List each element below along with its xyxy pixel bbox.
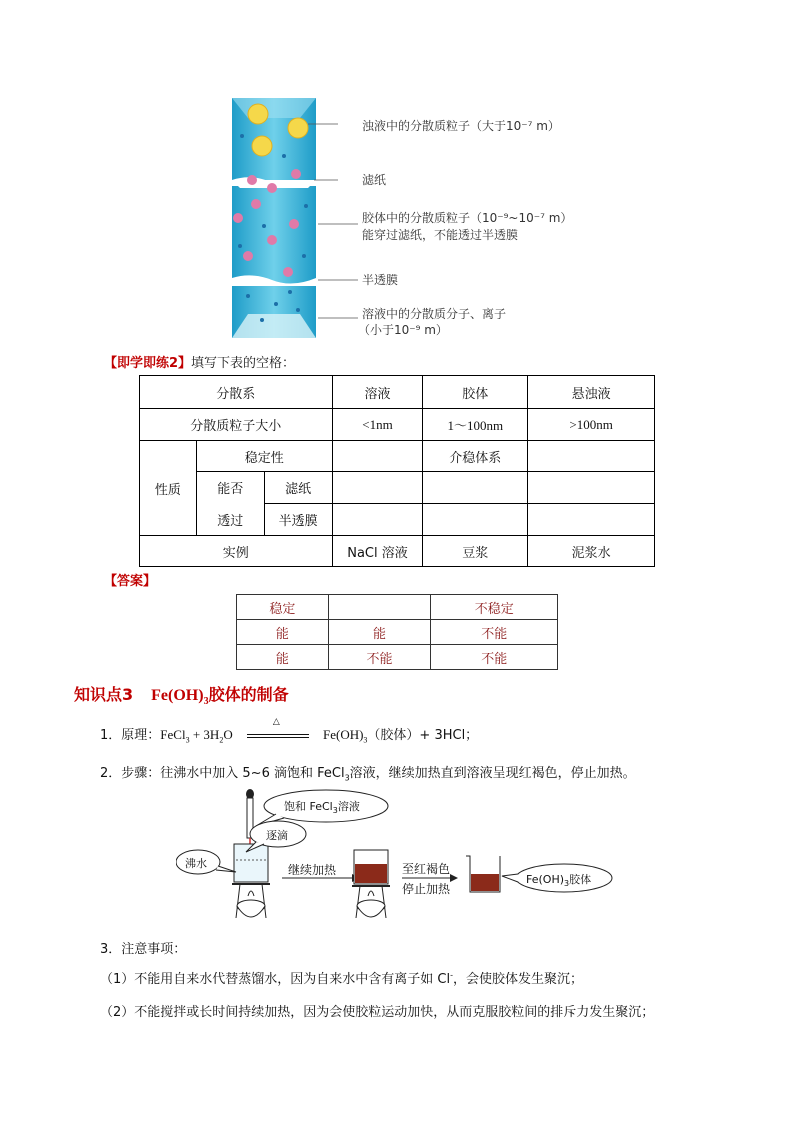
- filter-paper-label: 滤纸: [362, 173, 387, 187]
- continue-heating-label: 继续加热: [288, 863, 337, 877]
- solution-particle-size: （小于10⁻⁹ m）: [358, 323, 448, 337]
- membrane-suspension: [528, 504, 655, 536]
- table-row-size: [140, 409, 655, 441]
- header-dispersion-system: 分散系: [140, 376, 333, 409]
- knowledge-point-title: [74, 682, 289, 707]
- note-text: ，会使胶体发生聚沉；: [452, 972, 583, 987]
- example-solution: NaCl 溶液: [332, 536, 423, 567]
- label-text: 饱和 FeCl: [284, 800, 333, 813]
- dispersion-system-table: [139, 375, 655, 567]
- answer-cell: 不能: [431, 645, 558, 670]
- turbid-particle-label: 浊液中的分散质粒子（大于10⁻⁷ m）: [362, 119, 560, 133]
- answer-cell: 能: [237, 645, 329, 670]
- product-feoh3: Fe(OH): [322, 727, 364, 742]
- label-text: 溶液: [337, 800, 360, 813]
- steps-line: [100, 762, 636, 783]
- table-row-membrane: [140, 504, 655, 536]
- subscript: 3: [185, 735, 190, 745]
- dropwise-label: 逐滴: [266, 829, 288, 842]
- table-header-row: [140, 376, 655, 409]
- answer-cell: 不稳定: [431, 595, 558, 620]
- apparatus-diagram: [176, 786, 616, 928]
- answer-cell: 不能: [328, 645, 431, 670]
- example-suspension: 泥浆水: [528, 536, 655, 567]
- boiling-water-label: 沸水: [185, 857, 207, 870]
- example-label: 实例: [140, 536, 333, 567]
- filter-solution: [332, 472, 423, 504]
- note-2: （2）不能搅拌或长时间持续加热，因为会使胶粒运动加快，从而克服胶粒间的排斥力发生聚沉；: [100, 1005, 655, 1020]
- answer-label: 【答案】: [104, 574, 157, 589]
- note-1: [100, 968, 583, 987]
- answer-cell: [328, 595, 431, 620]
- principle-line: [100, 716, 479, 745]
- colloid-particle-note: 能穿过滤纸，不能透过半透膜: [362, 228, 519, 242]
- membrane-label-cell: 半透膜: [264, 504, 332, 536]
- answer-row: [237, 620, 558, 645]
- leader-lines: [318, 96, 358, 342]
- reactant-fecl3: FeCl: [160, 727, 186, 742]
- properties-label: 性质: [140, 441, 197, 536]
- size-colloid: 1～100nm: [423, 409, 528, 441]
- size-solution: <1nm: [332, 409, 423, 441]
- knowledge-point-topic: 胶体的制备: [208, 685, 289, 704]
- label-text: 胶体: [569, 873, 592, 886]
- exercise-heading: [104, 352, 295, 371]
- exercise-instruction: 填写下表的空格：: [191, 356, 296, 371]
- steps-text: 2．步骤：往沸水中加入 5~6 滴饱和 FeCl: [100, 766, 345, 781]
- pass-label: 透过: [196, 504, 264, 536]
- superscript: -: [450, 970, 453, 980]
- heat-condition: △: [272, 716, 280, 727]
- filter-suspension: [528, 472, 655, 504]
- stability-solution: [332, 441, 423, 472]
- stability-label: 稳定性: [196, 441, 332, 472]
- filter-colloid: [423, 472, 528, 504]
- size-suspension: >100nm: [528, 409, 655, 441]
- table-row-example: [140, 536, 655, 567]
- colloid-particle-label: 胶体中的分散质粒子（10⁻⁹~10⁻⁷ m）: [362, 211, 573, 225]
- equals-line-top: [247, 734, 309, 735]
- stop-heating-label: 停止加热: [402, 882, 451, 896]
- note-text: （1）不能用自来水代替蒸馏水，因为自来水中含有离子如 Cl: [100, 972, 451, 987]
- header-colloid: 胶体: [423, 376, 528, 409]
- subscript: 3: [564, 879, 570, 889]
- subscript: 3: [363, 735, 368, 745]
- table-row-filter: [140, 472, 655, 504]
- answer-row: [237, 595, 558, 620]
- table-row-stability: [140, 441, 655, 472]
- answer-table: [236, 594, 558, 670]
- header-suspension: 悬浊液: [528, 376, 655, 409]
- knowledge-point-prefix: 知识点3: [74, 685, 134, 704]
- answer-cell: 不能: [431, 620, 558, 645]
- membrane-colloid: [423, 504, 528, 536]
- principle-label: 1．原理：: [100, 728, 161, 743]
- equals-line-bottom: [247, 737, 309, 738]
- particle-size-figure: [228, 96, 794, 344]
- answer-cell: 能: [328, 620, 431, 645]
- subscript: 2: [219, 735, 224, 745]
- example-colloid: 豆浆: [423, 536, 528, 567]
- reactant-water-o: O: [223, 727, 233, 742]
- solution-particle-label: 溶液中的分散质分子、离子: [362, 307, 507, 321]
- stability-colloid: 介稳体系: [423, 441, 528, 472]
- formula-subscript: 3: [203, 696, 209, 708]
- can-label: 能否: [196, 472, 264, 504]
- filter-label: 滤纸: [264, 472, 332, 504]
- membrane-solution: [332, 504, 423, 536]
- notes-heading: 3．注意事项：: [100, 942, 187, 957]
- header-solution: 溶液: [332, 376, 423, 409]
- steps-text-end: 溶液，继续加热直到溶液呈现红褐色，停止加热。: [349, 766, 636, 781]
- knowledge-point-formula: Fe(OH): [151, 687, 204, 704]
- preparation-figure: [176, 786, 616, 928]
- answer-row: [237, 645, 558, 670]
- feoh3-colloid-label: [526, 871, 591, 888]
- saturated-fecl3-label: [284, 798, 360, 815]
- stability-suspension: [528, 441, 655, 472]
- label-text: Fe(OH): [526, 873, 565, 886]
- subscript: 3: [344, 773, 350, 783]
- membrane-label: 半透膜: [362, 273, 399, 287]
- to-red-brown-label: 至红褐色: [402, 862, 451, 876]
- subscript: 3: [332, 806, 338, 816]
- exercise-bracket-title: 【即学即练2】: [104, 356, 192, 371]
- reactant-water: + 3H: [189, 727, 220, 742]
- answer-cell: 稳定: [237, 595, 329, 620]
- answer-cell: 能: [237, 620, 329, 645]
- reaction-arrow: [247, 716, 309, 743]
- size-label: 分散质粒子大小: [140, 409, 333, 441]
- product-rest: （胶体）+ 3HCl；: [367, 728, 479, 743]
